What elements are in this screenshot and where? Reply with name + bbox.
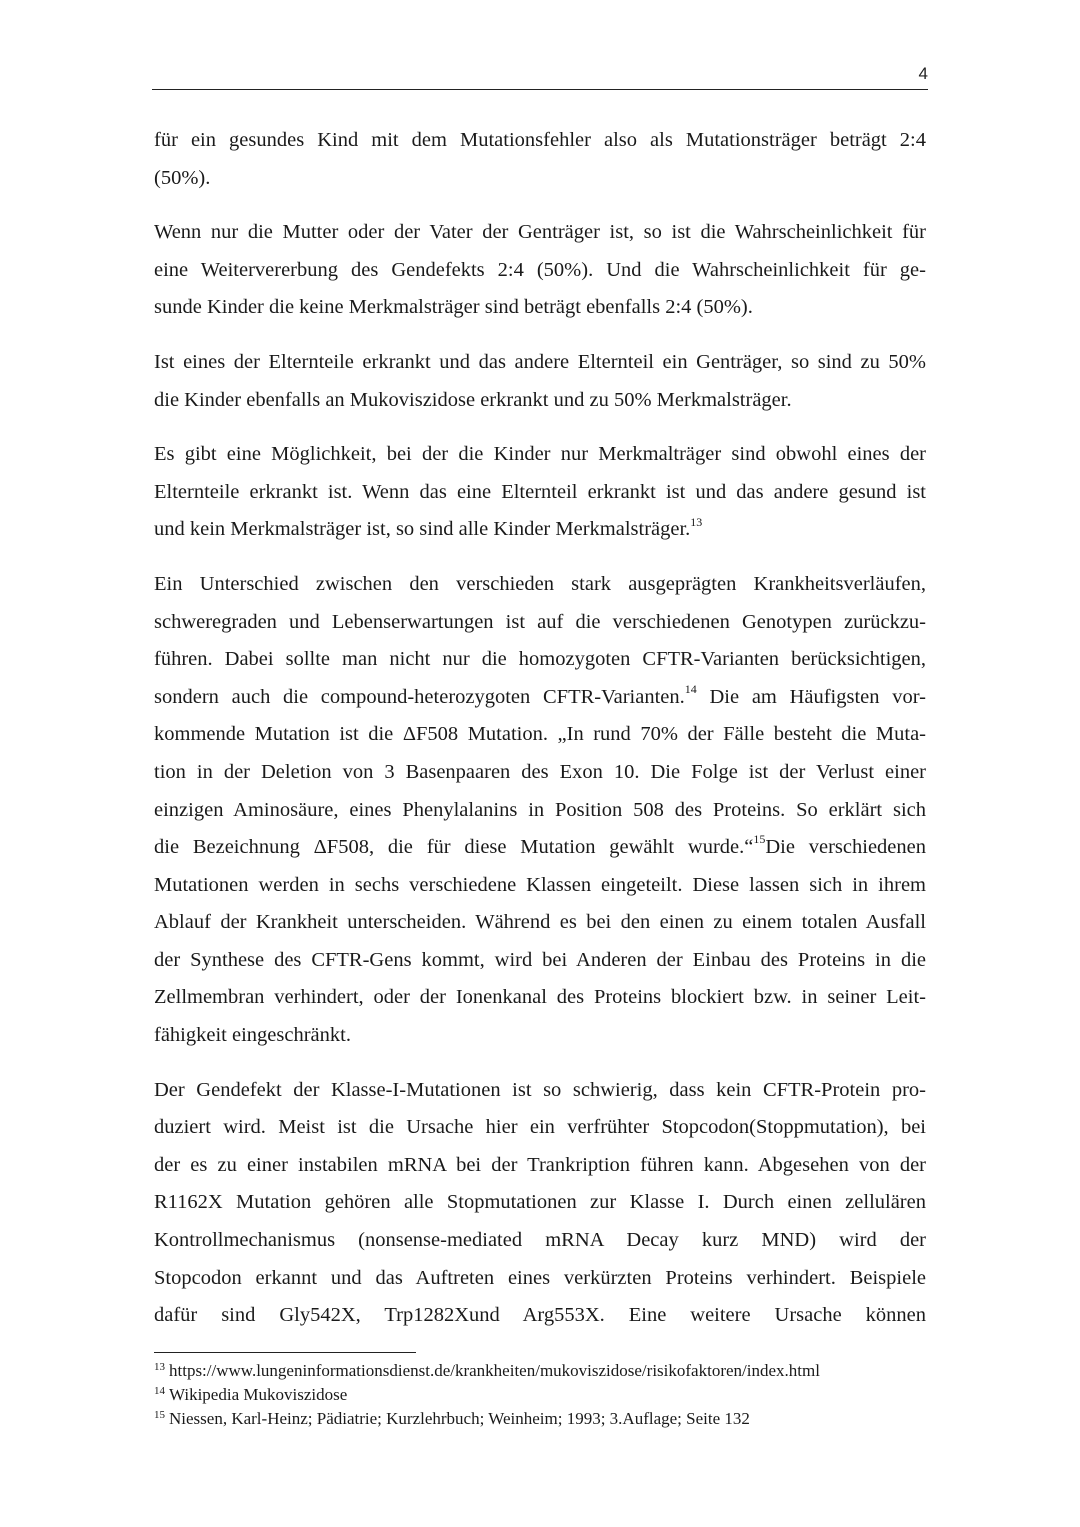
paragraph-6 [154, 1072, 926, 1335]
text-segment: sondern auch die compound-heterozygoten CFTR-Varianten. [154, 685, 685, 708]
footnote-text: Niessen, Karl-Heinz; Pädiatrie; Kurzlehrbuch; Weinheim; 1993; 3.Auflage; Seite 132 [169, 1409, 750, 1428]
text-line: eine Weitervererbung des Gendefekts 2:4 (50%). Und die Wahrscheinlichkeit für ge- [154, 258, 926, 281]
text-line: einzigen Aminosäure, eines Phenylalanins in Position 508 des Proteins. So erklärt sich [154, 798, 926, 821]
text-line: (50%). [154, 166, 211, 189]
footnote-link[interactable]: https://www.lungeninformationsdienst.de/krankheiten/mukoviszidose/risikofaktoren/index.html [169, 1361, 820, 1380]
text-line: kommende Mutation ist die ΔF508 Mutation. „In rund 70% der Fälle besteht die Muta- [154, 723, 926, 746]
text-line: Ein Unterschied zwischen den verschieden stark ausgeprägten Krankheitsverläufen, [154, 572, 926, 595]
footnote-number: 15 [154, 1409, 165, 1421]
paragraph-3 [154, 344, 926, 419]
text-line [154, 511, 926, 549]
page-number: 4 [918, 64, 928, 83]
text-line: Elternteile erkrankt ist. Wenn das eine Elternteil erkrankt ist und das andere gesund ist [154, 480, 926, 503]
footnote-ref: 15 [753, 832, 766, 847]
text-line: der Synthese des CFTR-Gens kommt, wird bei Anderen der Einbau des Proteins in die [154, 948, 926, 971]
paragraph-1 [154, 122, 926, 197]
text-segment: Die verschiedenen [765, 836, 926, 859]
footnote-ref: 14 [684, 681, 697, 696]
text-line [154, 829, 926, 867]
text-line: führen. Dabei sollte man nicht nur die homozygoten CFTR-Varianten berücksichtigen, [154, 648, 926, 671]
text-line: der es zu einer instabilen mRNA bei der Trankription führen kann. Abgesehen von der [154, 1153, 926, 1176]
paragraph-2 [154, 214, 926, 327]
text-line: für ein gesundes Kind mit dem Mutationsfehler also als Mutationsträger beträgt 2:4 [154, 129, 926, 151]
text-line: sunde Kinder die keine Merkmalsträger sind beträgt ebenfalls 2:4 (50%). [154, 296, 753, 319]
footnote-15 [154, 1408, 926, 1432]
text-line: Zellmembran verhindert, oder der Ionenkanal des Proteins blockiert bzw. in seiner Leit- [154, 986, 926, 1009]
footnote-13 [154, 1360, 926, 1384]
text-segment: die Bezeichnung ΔF508, die für diese Mutation gewählt wurde.“ [154, 836, 754, 859]
paragraph-4 [154, 436, 926, 549]
footnote-text: Wikipedia Mukoviszidose [169, 1385, 348, 1404]
text-line: dafür sind Gly542X, Trp1282Xund Arg553X. Eine weitere Ursache können [154, 1304, 926, 1327]
text-line: Ablauf der Krankheit unterscheiden. Während es bei den einen zu einem totalen Ausfall [154, 911, 926, 934]
footnote-ref: 13 [690, 514, 703, 529]
text-line: Wenn nur die Mutter oder der Vater der Genträger ist, so ist die Wahrscheinlichkeit für [154, 221, 926, 244]
text-line: die Kinder ebenfalls an Mukoviszidose erkrankt und zu 50% Merkmalsträger. [154, 388, 792, 411]
text-line: Kontrollmechanismus (nonsense-mediated mRNA Decay kurz MND) wird der [154, 1229, 926, 1252]
text-line: Mutationen werden in sechs verschiedene Klassen eingeteilt. Diese lassen sich in ihrem [154, 873, 926, 896]
body-text [154, 122, 926, 1335]
text-line: Es gibt eine Möglichkeit, bei der die Kinder nur Merkmalträger sind obwohl eines der [154, 443, 926, 466]
text-line: fähigkeit eingeschränkt. [154, 1024, 351, 1047]
footnote-number: 14 [154, 1385, 165, 1397]
header-rule [152, 89, 928, 90]
paragraph-5 [154, 566, 926, 1055]
text-line: Ist eines der Elternteile erkrankt und das andere Elternteil ein Genträger, so sind zu 50% [154, 350, 926, 373]
text-line: Der Gendefekt der Klasse-I-Mutationen ist so schwierig, dass kein CFTR-Protein pro- [154, 1078, 926, 1101]
footnote-separator [154, 1352, 416, 1353]
text-segment: und kein Merkmalsträger ist, so sind alle Kinder Merkmalsträger. [154, 518, 691, 541]
text-line: tion in der Deletion von 3 Basenpaaren des Exon 10. Die Folge ist der Verlust einer [154, 760, 926, 783]
footnote-number: 13 [154, 1361, 165, 1373]
footnote-14 [154, 1384, 926, 1408]
text-line: R1162X Mutation gehören alle Stopmutationen zur Klasse I. Durch einen zellulären [154, 1191, 926, 1214]
text-line: schweregraden und Lebenserwartungen ist auf die verschiedenen Genotypen zurückzu- [154, 610, 926, 633]
text-line [154, 679, 926, 717]
text-line: Stopcodon erkannt und das Auftreten eines verkürzten Proteins verhindert. Beispiele [154, 1266, 926, 1289]
text-segment: Die am Häufigsten vor- [709, 685, 926, 708]
text-line: duziert wird. Meist ist die Ursache hier ein verfrühter Stopcodon(Stoppmutation), bei [154, 1116, 926, 1139]
footnotes [154, 1360, 926, 1432]
